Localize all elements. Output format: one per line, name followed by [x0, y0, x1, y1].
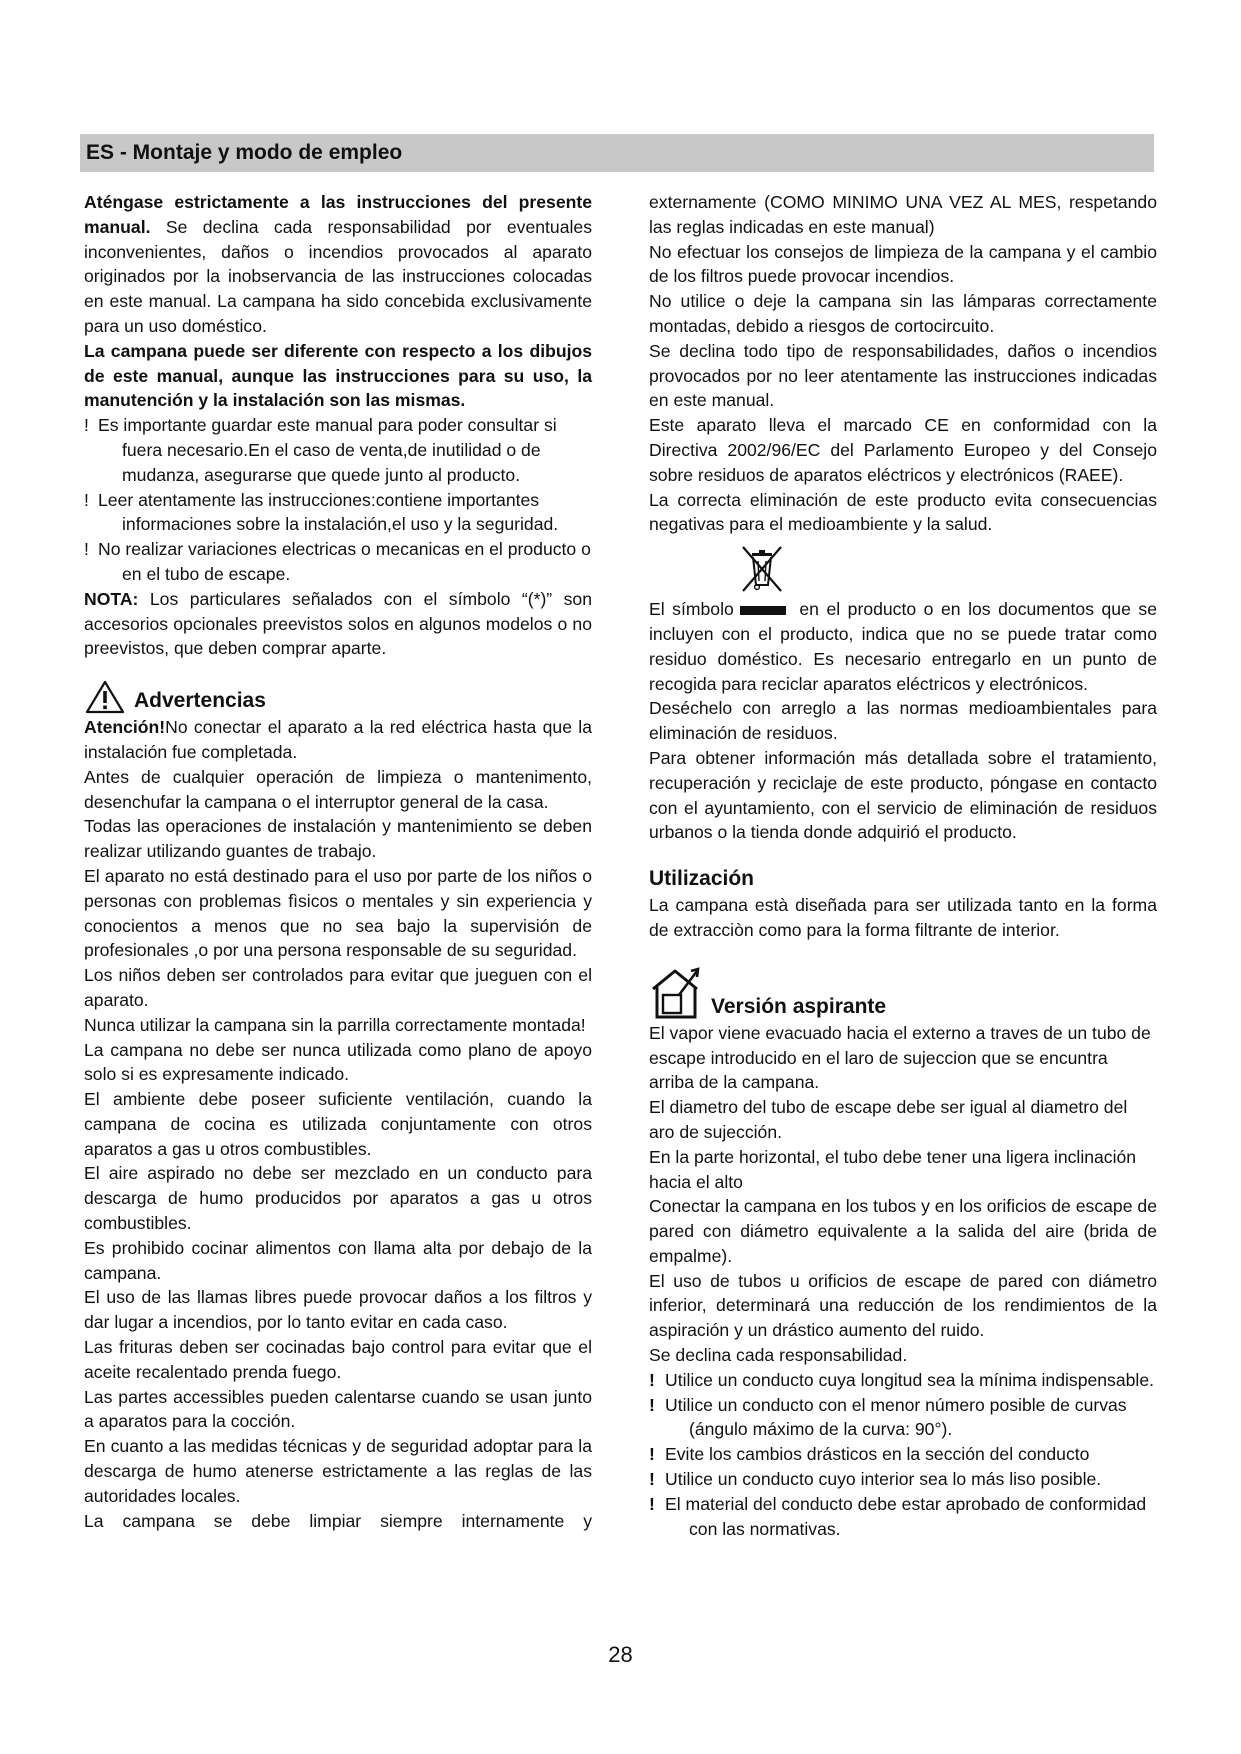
bullet-item	[84, 537, 592, 587]
intro-paragraph	[84, 190, 592, 339]
warning-paragraph: Las frituras deben ser cocinadas bajo control para evitar que el aceite recalentado prenda fuego.	[84, 1337, 592, 1382]
bullet-text: El material del conducto debe estar aprobado de conformidad con las normativas.	[665, 1493, 1147, 1539]
bullet-mark: !	[649, 1493, 655, 1514]
warning-paragraph: Los niños deben ser controlados para evitar que jueguen con el aparato.	[84, 965, 592, 1010]
nota-paragraph	[84, 587, 592, 661]
version-paragraph: El vapor viene evacuado hacia el externo a traves de un tubo de escape introducido en el laro de sujeccion que se encuntra arriba de la campana.	[649, 1022, 1151, 1093]
warning-paragraph: Nunca utilizar la campana sin la parrilla correctamente montada!	[84, 1014, 586, 1035]
page-header	[80, 134, 1154, 172]
version-paragraph: Se declina cada responsabilidad.	[649, 1345, 908, 1366]
bullet-mark: !	[649, 1444, 655, 1465]
utilizacion-paragraph: La campana està diseñada para ser utilizada tanto en la forma de extracciòn como para la forma filtrante de interior.	[649, 895, 1157, 940]
house-exhaust-icon	[649, 965, 705, 1021]
bullet-mark: !	[649, 1469, 655, 1490]
version-heading	[649, 961, 1157, 1021]
advertencias-title: Advertencias	[134, 689, 266, 713]
version-paragraph: Conectar la campana en los tubos y en los orificios de escape de pared con diámetro equivalente a la salida del aire (brida de empalme).	[649, 1196, 1157, 1266]
bullet-item	[649, 1368, 1157, 1393]
lamps-paragraph: No utilice o deje la campana sin las lámparas correctamente montadas, debido a riesgos de cortocircuito.	[649, 291, 1157, 336]
warning-paragraph: Las partes accessibles pueden calentarse cuando se usan junto a aparatos para la cocción.	[84, 1386, 592, 1432]
warning-paragraph: En cuanto a las medidas técnicas y de seguridad adoptar para la descarga de humo atenerse estrictamente a las reglas de las autoridades locales.	[84, 1436, 592, 1506]
difference-notice: La campana puede ser diferente con respecto a los dibujos de este manual, aunque las instrucciones para su uso, la manutención y la instalación son las mismas.	[84, 340, 592, 411]
warning-triangle-icon	[84, 679, 126, 715]
warning-paragraph: El aparato no está destinado para el uso por parte de los niños o personas con problemas fìsicos o mentales y sin experiencia y conocientos a menos que no sea bajo la supervisión de profesionales ,o por una persona responsable de su seguridad.	[84, 865, 592, 961]
bullet-item	[649, 1492, 1157, 1542]
bullet-text: Utilice un conducto cuya longitud sea la mínima indispensable.	[665, 1369, 1154, 1390]
bullet-mark: !	[649, 1369, 655, 1390]
nota-text: Los particulares señalados con el símbolo “(*)” son accesorios opcionales preevistos solos en algunos modelos o no preevistos, que deben comprar aparte.	[84, 588, 592, 659]
disposal-paragraph: La correcta eliminación de este producto evita consecuencias negativas para el medioambiente y la salud.	[649, 489, 1157, 535]
cleaning-paragraph: externamente (COMO MINIMO UNA VEZ AL MES, respetando las reglas indicadas en este manual)	[649, 192, 1157, 237]
page-number: 28	[608, 1642, 633, 1667]
bullet-mark: !	[84, 539, 89, 560]
warning-paragraph: Todas las operaciones de instalación y mantenimiento se deben realizar utilizando guantes de trabajo.	[84, 816, 592, 862]
symbol-paragraph	[649, 597, 1157, 696]
weee-symbol-row	[649, 543, 1157, 597]
nota-label: NOTA:	[84, 588, 139, 609]
bullet-text: Leer atentamente las instrucciones:contiene importantes informaciones sobre la instalación,el uso y la seguridad.	[98, 489, 559, 535]
intro-bold-text: Aténgase estrictamente a las instrucciones del presente manual.	[84, 192, 592, 237]
atencion-text: No conectar el aparato a la red eléctrica hasta que la instalación fue completada.	[84, 717, 592, 762]
symbol-text-before: El símbolo	[649, 599, 734, 620]
bullet-mark: !	[649, 1394, 655, 1415]
bullet-item	[649, 1393, 1157, 1443]
warning-paragraph: La campana se debe limpiar siempre internamente y	[84, 1510, 592, 1531]
bullet-text: Utilice un conducto con el menor número posible de curvas (ángulo máximo de la curva: 90°).	[665, 1394, 1127, 1440]
utilizacion-title: Utilización	[649, 867, 755, 891]
version-paragraph: El uso de tubos u orificios de escape de pared con diámetro inferior, determinará una reducción de los rendimientos de la aspiración y un drástico aumento del ruido.	[649, 1270, 1157, 1341]
bullet-mark: !	[84, 489, 89, 510]
bullet-item	[84, 413, 592, 487]
bullet-text: Es importante guardar este manual para poder consultar si fuera necesario.En el caso de venta,de inutilidad o de mudanza, asegurarse que quede junto al producto.	[98, 415, 557, 485]
warning-paragraph: El uso de las llamas libres puede provocar daños a los filtros y dar lugar a incendios, por lo tanto evitar en cada caso.	[84, 1287, 592, 1333]
bullet-text: Evite los cambios drásticos en la sección del conducto	[665, 1444, 1090, 1465]
ce-marking-paragraph: Este aparato lleva el marcado CE en conformidad con la Directiva 2002/96/EC del Parlamento Europeo y del Consejo sobre residuos de aparatos eléctricos y electrónicos (RAEE).	[649, 415, 1157, 485]
version-paragraph: El diametro del tubo de escape debe ser igual al diametro del aro de sujección.	[649, 1097, 1128, 1142]
right-column	[649, 190, 1157, 1541]
bullet-item	[649, 1442, 1157, 1467]
warning-paragraph: El ambiente debe poseer suficiente ventilación, cuando la campana de cocina es utilizada conjuntamente con otros aparatos a gas u otros combustibles.	[84, 1089, 592, 1159]
bullet-mark: !	[84, 415, 89, 436]
liability-paragraph: Se declina todo tipo de responsabilidades, daños o incendios provocados por no leer atentamente las instrucciones indicadas en este manual.	[649, 340, 1157, 411]
crossed-bin-icon	[739, 543, 785, 595]
warning-paragraph: Es prohibido cocinar alimentos con llama alta por debajo de la campana.	[84, 1237, 592, 1283]
intro-text: Se declina cada responsabilidad por eventuales inconvenientes, daños o incendios provocados al aparato originados por la inobservancia de las instrucciones colocadas en este manual. La campana ha sido concebida exclusivamente para un uso doméstico.	[84, 216, 592, 336]
atencion-label: Atención!	[84, 717, 166, 738]
advertencias-heading	[84, 675, 592, 715]
symbol-text-after: en el producto o en los documentos que se incluyen con el producto, indica que no se puede tratar como residuo doméstico. Es necesario entregarlo en un punto de recogida para reciclar aparatos eléctricos y electrónicos.	[649, 599, 1157, 694]
warning-paragraph: El aire aspirado no debe ser mezclado en un conducto para descarga de humo producidos por aparatos a gas u otros combustibles.	[84, 1163, 592, 1234]
bullet-item	[84, 488, 592, 538]
bullet-item	[649, 1467, 1157, 1492]
bullet-text: Utilice un conducto cuyo interior sea lo más liso posible.	[665, 1469, 1102, 1490]
cleaning-paragraph: No efectuar los consejos de limpieza de la campana y el cambio de los filtros puede provocar incendios.	[649, 241, 1157, 287]
warning-paragraph: La campana no debe ser nunca utilizada como plano de apoyo solo si es expresamente indicado.	[84, 1039, 592, 1085]
black-bar-icon	[740, 606, 786, 615]
bullet-text: No realizar variaciones electricas o mecanicas en el producto o en el tubo de escape.	[98, 539, 591, 584]
info-paragraph: Para obtener información más detallada sobre el tratamiento, recuperación y reciclaje de este producto, póngase en contacto con el ayuntamiento, con el servicio de eliminación de residuos urbanos o la tienda donde adquirió el producto.	[649, 747, 1157, 843]
version-paragraph: En la parte horizontal, el tubo debe tener una ligera inclinación hacia el alto	[649, 1146, 1137, 1192]
atencion-paragraph	[84, 715, 592, 765]
version-title: Versión aspirante	[711, 994, 887, 1018]
left-column	[84, 190, 592, 1533]
warning-paragraph: Antes de cualquier operación de limpieza o mantenimento, desenchufar la campana o el interruptor general de la casa.	[84, 766, 592, 812]
disposal-paragraph: Deséchelo con arreglo a las normas medioambientales para eliminación de residuos.	[649, 698, 1157, 744]
page-title: ES - Montaje y modo de empleo	[86, 141, 403, 164]
